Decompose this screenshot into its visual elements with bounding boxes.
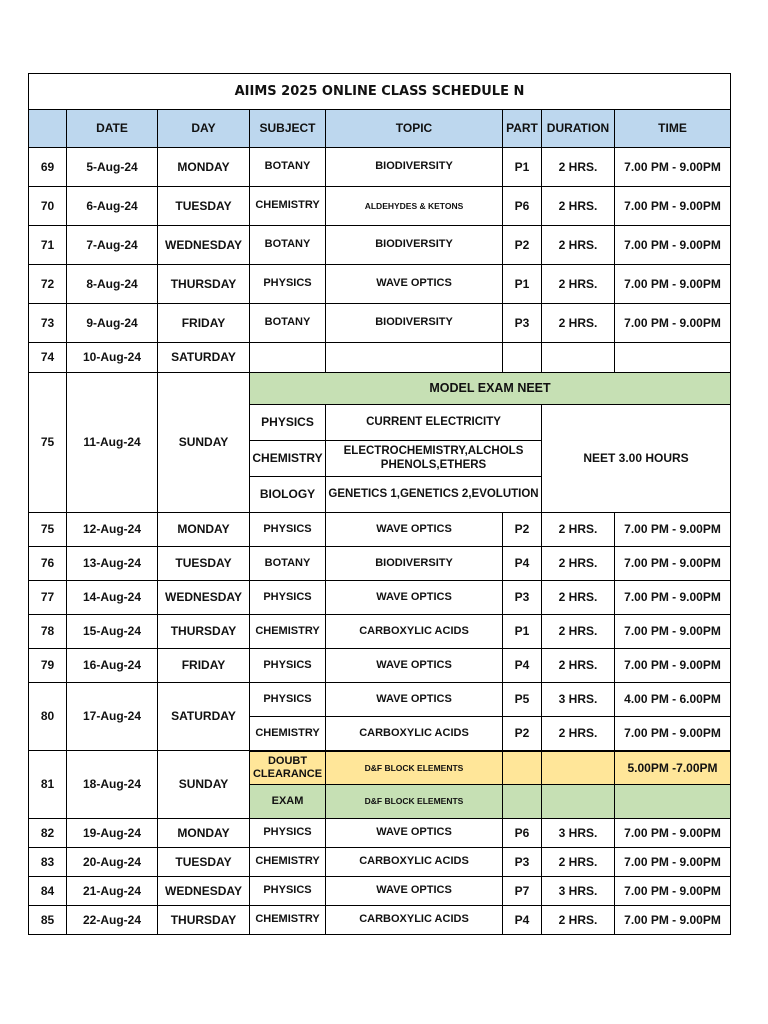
doubt-time: 5.00PM -7.00PM	[615, 751, 731, 785]
row-subject: PHYSICS	[250, 649, 326, 683]
table-row	[29, 819, 731, 848]
row-topic: CARBOXYLIC ACIDS	[326, 848, 503, 877]
row-date: 5-Aug-24	[67, 148, 158, 187]
row-subject: PHYSICS	[250, 683, 326, 717]
row-part: P3	[503, 581, 542, 615]
exam-topic: ELECTROCHEMISTRY,ALCHOLS PHENOLS,ETHERS	[326, 441, 542, 477]
exam-subject: CHEMISTRY	[250, 441, 326, 477]
row-date: 19-Aug-24	[67, 819, 158, 848]
row-part: P4	[503, 906, 542, 935]
row-date: 20-Aug-24	[67, 848, 158, 877]
row-date: 17-Aug-24	[67, 683, 158, 751]
row-topic: WAVE OPTICS	[326, 581, 503, 615]
row-part: P5	[503, 683, 542, 717]
row-duration: 2 HRS.	[542, 615, 615, 649]
row-time: 7.00 PM - 9.00PM	[615, 848, 731, 877]
table-row	[29, 226, 731, 265]
row-duration: 3 HRS.	[542, 819, 615, 848]
row-duration: 2 HRS.	[542, 187, 615, 226]
row-part: P2	[503, 717, 542, 751]
row-time: 7.00 PM - 9.00PM	[615, 877, 731, 906]
row-no: 76	[29, 547, 67, 581]
table-row	[29, 649, 731, 683]
row-topic: BIODIVERSITY	[326, 148, 503, 187]
exam-subject: BIOLOGY	[250, 477, 326, 513]
row-time: 4.00 PM - 6.00PM	[615, 683, 731, 717]
row-duration: 2 HRS.	[542, 513, 615, 547]
row-day: MONDAY	[158, 819, 250, 848]
header-day: DAY	[158, 110, 250, 148]
row-part	[503, 343, 542, 373]
row-day: SATURDAY	[158, 343, 250, 373]
row-topic: WAVE OPTICS	[326, 265, 503, 304]
table-row	[29, 751, 731, 785]
exam-subject: PHYSICS	[250, 405, 326, 441]
row-part: P1	[503, 265, 542, 304]
header-subject: SUBJECT	[250, 110, 326, 148]
row-topic: BIODIVERSITY	[326, 226, 503, 265]
exam-no: 75	[29, 373, 67, 513]
row-time: 7.00 PM - 9.00PM	[615, 148, 731, 187]
row-topic: WAVE OPTICS	[326, 877, 503, 906]
row-part: P4	[503, 649, 542, 683]
row-no: 71	[29, 226, 67, 265]
row-day: FRIDAY	[158, 649, 250, 683]
row-subject: PHYSICS	[250, 819, 326, 848]
row-topic: ALDEHYDES & KETONS	[326, 187, 503, 226]
row-day: WEDNESDAY	[158, 581, 250, 615]
row-duration: 2 HRS.	[542, 547, 615, 581]
table-row	[29, 848, 731, 877]
row-no: 69	[29, 148, 67, 187]
table-row	[29, 513, 731, 547]
row-topic: CARBOXYLIC ACIDS	[326, 906, 503, 935]
row-topic: BIODIVERSITY	[326, 547, 503, 581]
table-row	[29, 906, 731, 935]
row-topic: WAVE OPTICS	[326, 649, 503, 683]
row-subject: CHEMISTRY	[250, 615, 326, 649]
row-time: 7.00 PM - 9.00PM	[615, 265, 731, 304]
header-duration: DURATION	[542, 110, 615, 148]
row-time: 7.00 PM - 9.00PM	[615, 649, 731, 683]
row-time: 7.00 PM - 9.00PM	[615, 717, 731, 751]
row-subject: BOTANY	[250, 226, 326, 265]
table-row	[29, 683, 731, 717]
row-subject: PHYSICS	[250, 877, 326, 906]
schedule-table	[28, 73, 731, 935]
table-row	[29, 343, 731, 373]
row-time: 7.00 PM - 9.00PM	[615, 581, 731, 615]
row-date: 14-Aug-24	[67, 581, 158, 615]
row-date: 21-Aug-24	[67, 877, 158, 906]
row-day: MONDAY	[158, 513, 250, 547]
row-duration: 2 HRS.	[542, 226, 615, 265]
row-duration: 2 HRS.	[542, 906, 615, 935]
model-exam-heading: MODEL EXAM NEET	[250, 373, 731, 405]
row-date: 22-Aug-24	[67, 906, 158, 935]
row-day: SATURDAY	[158, 683, 250, 751]
doubt-duration	[542, 751, 615, 785]
row-date: 13-Aug-24	[67, 547, 158, 581]
row-subject: CHEMISTRY	[250, 848, 326, 877]
row-subject: CHEMISTRY	[250, 906, 326, 935]
row-date: 18-Aug-24	[67, 751, 158, 819]
table-row	[29, 877, 731, 906]
row-date: 16-Aug-24	[67, 649, 158, 683]
exam-day: SUNDAY	[158, 373, 250, 513]
row-no: 85	[29, 906, 67, 935]
row-subject: BOTANY	[250, 547, 326, 581]
row-part: P2	[503, 226, 542, 265]
table-row	[29, 547, 731, 581]
exam-topic: GENETICS 1,GENETICS 2,EVOLUTION	[326, 477, 542, 513]
schedule-title: AIIMS 2025 ONLINE CLASS SCHEDULE N	[29, 74, 731, 110]
table-row	[29, 265, 731, 304]
row-duration: 2 HRS.	[542, 581, 615, 615]
table-row	[29, 581, 731, 615]
table-row	[29, 615, 731, 649]
row-no: 84	[29, 877, 67, 906]
row-no: 73	[29, 304, 67, 343]
row-topic: WAVE OPTICS	[326, 513, 503, 547]
row-date: 10-Aug-24	[67, 343, 158, 373]
row-duration	[542, 343, 615, 373]
exam-time-cell	[615, 785, 731, 819]
table-row	[29, 148, 731, 187]
row-time	[615, 343, 731, 373]
row-day: THURSDAY	[158, 906, 250, 935]
row-time: 7.00 PM - 9.00PM	[615, 819, 731, 848]
header-date: DATE	[67, 110, 158, 148]
row-time: 7.00 PM - 9.00PM	[615, 906, 731, 935]
row-date: 9-Aug-24	[67, 304, 158, 343]
row-no: 74	[29, 343, 67, 373]
row-date: 8-Aug-24	[67, 265, 158, 304]
doubt-topic: D&F BLOCK ELEMENTS	[326, 751, 503, 785]
row-no: 80	[29, 683, 67, 751]
table-row	[29, 187, 731, 226]
row-time: 7.00 PM - 9.00PM	[615, 226, 731, 265]
row-topic: BIODIVERSITY	[326, 304, 503, 343]
row-topic: CARBOXYLIC ACIDS	[326, 717, 503, 751]
exam-duration	[542, 785, 615, 819]
row-topic: WAVE OPTICS	[326, 819, 503, 848]
row-day: SUNDAY	[158, 751, 250, 819]
row-duration: 2 HRS.	[542, 848, 615, 877]
row-no: 77	[29, 581, 67, 615]
row-day: FRIDAY	[158, 304, 250, 343]
row-subject: CHEMISTRY	[250, 717, 326, 751]
row-duration: 3 HRS.	[542, 683, 615, 717]
row-no: 72	[29, 265, 67, 304]
row-subject: CHEMISTRY	[250, 187, 326, 226]
header-topic: TOPIC	[326, 110, 503, 148]
header-no	[29, 110, 67, 148]
table-row	[29, 304, 731, 343]
row-duration: 3 HRS.	[542, 877, 615, 906]
row-part: P4	[503, 547, 542, 581]
row-duration: 2 HRS.	[542, 265, 615, 304]
row-duration: 2 HRS.	[542, 649, 615, 683]
row-part: P1	[503, 148, 542, 187]
exam-row	[29, 373, 731, 405]
row-no: 81	[29, 751, 67, 819]
row-subject: BOTANY	[250, 148, 326, 187]
header-part: PART	[503, 110, 542, 148]
row-time: 7.00 PM - 9.00PM	[615, 615, 731, 649]
row-day: TUESDAY	[158, 187, 250, 226]
row-day: WEDNESDAY	[158, 877, 250, 906]
row-part: P7	[503, 877, 542, 906]
row-subject: PHYSICS	[250, 513, 326, 547]
row-date: 12-Aug-24	[67, 513, 158, 547]
row-subject	[250, 343, 326, 373]
exam-time: NEET 3.00 HOURS	[542, 405, 731, 513]
row-no: 82	[29, 819, 67, 848]
row-time: 7.00 PM - 9.00PM	[615, 187, 731, 226]
row-no: 75	[29, 513, 67, 547]
row-part: P6	[503, 819, 542, 848]
row-topic	[326, 343, 503, 373]
row-no: 78	[29, 615, 67, 649]
row-day: TUESDAY	[158, 848, 250, 877]
row-topic: WAVE OPTICS	[326, 683, 503, 717]
row-part: P1	[503, 615, 542, 649]
row-time: 7.00 PM - 9.00PM	[615, 304, 731, 343]
row-date: 15-Aug-24	[67, 615, 158, 649]
row-day: TUESDAY	[158, 547, 250, 581]
row-day: THURSDAY	[158, 265, 250, 304]
doubt-part	[503, 751, 542, 785]
row-date: 6-Aug-24	[67, 187, 158, 226]
row-time: 7.00 PM - 9.00PM	[615, 513, 731, 547]
header-time: TIME	[615, 110, 731, 148]
header-row	[29, 110, 731, 148]
row-topic: CARBOXYLIC ACIDS	[326, 615, 503, 649]
exam-label: EXAM	[250, 785, 326, 819]
row-duration: 2 HRS.	[542, 304, 615, 343]
row-subject: PHYSICS	[250, 581, 326, 615]
exam-date: 11-Aug-24	[67, 373, 158, 513]
row-no: 79	[29, 649, 67, 683]
row-date: 7-Aug-24	[67, 226, 158, 265]
row-part: P3	[503, 304, 542, 343]
row-subject: PHYSICS	[250, 265, 326, 304]
row-day: MONDAY	[158, 148, 250, 187]
row-part: P2	[503, 513, 542, 547]
row-part: P3	[503, 848, 542, 877]
row-day: WEDNESDAY	[158, 226, 250, 265]
row-time: 7.00 PM - 9.00PM	[615, 547, 731, 581]
row-no: 70	[29, 187, 67, 226]
exam-topic: D&F BLOCK ELEMENTS	[326, 785, 503, 819]
row-day: THURSDAY	[158, 615, 250, 649]
doubt-clearance-label: DOUBT CLEARANCE	[250, 751, 326, 785]
exam-part	[503, 785, 542, 819]
row-duration: 2 HRS.	[542, 717, 615, 751]
row-no: 83	[29, 848, 67, 877]
row-duration: 2 HRS.	[542, 148, 615, 187]
row-subject: BOTANY	[250, 304, 326, 343]
row-part: P6	[503, 187, 542, 226]
exam-topic: CURRENT ELECTRICITY	[326, 405, 542, 441]
